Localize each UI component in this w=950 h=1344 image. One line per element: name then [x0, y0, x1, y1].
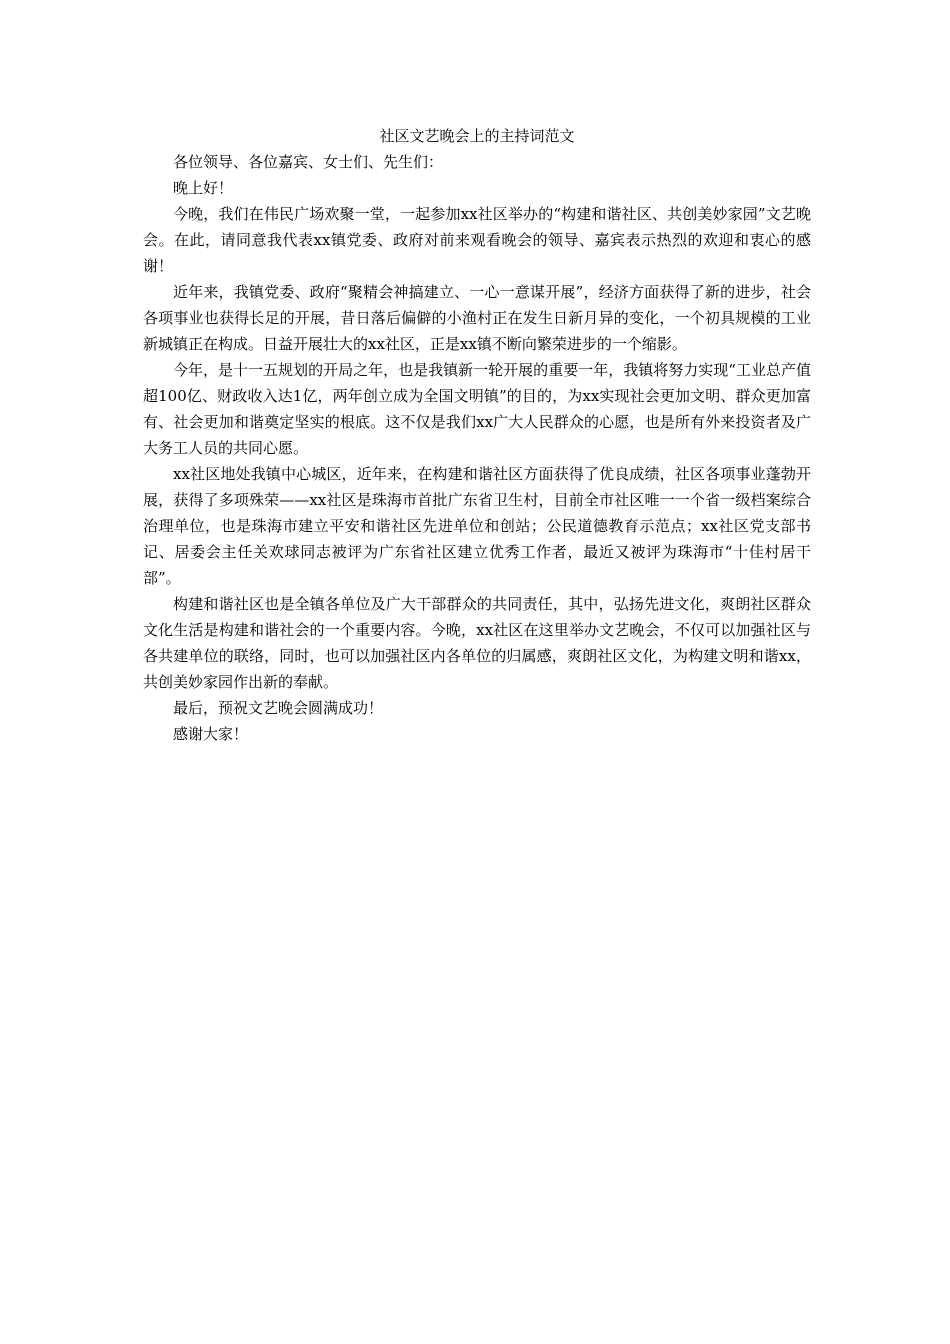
- body-paragraph: 近年来，我镇党委、政府“聚精会神搞建立、一心一意谋开展”，经济方面获得了新的进步，社会各项事业也获得长足的开展，昔日落后偏僻的小渔村正在发生日新月异的变化，一个初具规模的工业新城镇正在构成。日益开展壮大的xx社区，正是xx镇不断向繁荣进步的一个缩影。: [143, 283, 811, 353]
- closing-paragraph: 最后，预祝文艺晚会圆满成功！: [173, 699, 384, 717]
- body-paragraph: 构建和谐社区也是全镇各单位及广大干部群众的共同责任，其中，弘扬先进文化，爽朗社区群众文化生活是构建和谐社会的一个重要内容。今晚，xx社区在这里举办文艺晚会，不仅可以加强社区与各共建单位的联络，同时，也可以加强社区内各单位的归属感，爽朗社区文化，为构建文明和谐xx，共创美妙家园作出新的奉献。: [143, 595, 811, 691]
- document-title: 社区文艺晚会上的主持词范文: [379, 127, 575, 145]
- document-body: [143, 123, 811, 747]
- body-paragraph: 今年，是十一五规划的开局之年，也是我镇新一轮开展的重要一年，我镇将努力实现“工业总产值超100亿、财政收入达1亿，两年创立成为全国文明镇”的目的，为xx实现社会更加文明、群众更加富有、社会更加和谐奠定坚实的根底。这不仅是我们xx广大人民群众的心愿，也是所有外来投资者及广大务工人员的共同心愿。: [143, 361, 811, 457]
- body-paragraph: 今晚，我们在伟民广场欢聚一堂，一起参加xx社区举办的“构建和谐社区、共创美妙家园”文艺晚会。在此，请同意我代表xx镇党委、政府对前来观看晚会的领导、嘉宾表示热烈的欢迎和衷心的感谢！: [143, 205, 811, 275]
- body-paragraph: xx社区地处我镇中心城区，近年来，在构建和谐社区方面获得了优良成绩，社区各项事业蓬勃开展，获得了多项殊荣——xx社区是珠海市首批广东省卫生村，目前全市社区唯一一个省一级档案综合治理单位，也是珠海市建立平安和谐社区先进单位和创站；公民道德教育示范点；xx社区党支部书记、居委会主任关欢球同志被评为广东省社区建立优秀工作者，最近又被评为珠海市“十佳村居干部”。: [143, 465, 811, 587]
- greeting-paragraph: 各位领导、各位嘉宾、女士们、先生们：: [173, 153, 444, 171]
- thanks-paragraph: 感谢大家！: [173, 725, 249, 743]
- salutation-paragraph: 晚上好！: [173, 179, 234, 197]
